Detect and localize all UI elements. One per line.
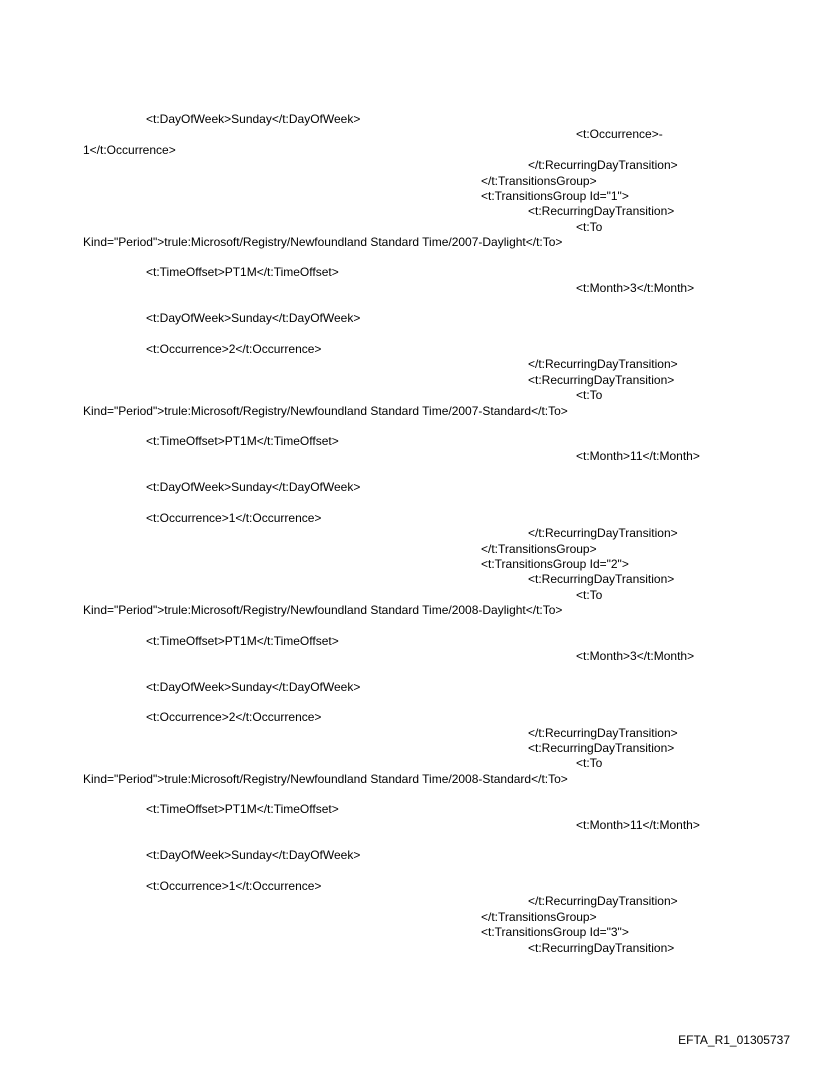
bates-number: EFTA_R1_01305737 (678, 1033, 790, 1047)
text-line: 1</t:Occurrence> (83, 143, 176, 157)
text-line: Kind="Period">trule:Microsoft/Registry/Newfoundland Standard Time/2007-Daylight</t:To> (83, 235, 563, 249)
text-line: </t:TransitionsGroup> (481, 542, 597, 556)
text-line: <t:TimeOffset>PT1M</t:TimeOffset> (146, 634, 339, 648)
text-line: <t:RecurringDayTransition> (528, 204, 675, 218)
text-line: <t:DayOfWeek>Sunday</t:DayOfWeek> (146, 112, 361, 126)
text-line: Kind="Period">trule:Microsoft/Registry/Newfoundland Standard Time/2008-Standard</t:To> (83, 772, 568, 786)
text-line: <t:TimeOffset>PT1M</t:TimeOffset> (146, 434, 339, 448)
text-line: <t:Occurrence>2</t:Occurrence> (146, 710, 322, 724)
text-line: <t:To (576, 388, 603, 402)
text-line: <t:TransitionsGroup Id="1"> (481, 189, 629, 203)
text-line: <t:Occurrence>1</t:Occurrence> (146, 879, 322, 893)
text-line: <t:TransitionsGroup Id="3"> (481, 925, 629, 939)
text-line: <t:DayOfWeek>Sunday</t:DayOfWeek> (146, 848, 361, 862)
text-line: </t:RecurringDayTransition> (528, 526, 678, 540)
text-line: </t:TransitionsGroup> (481, 910, 597, 924)
text-line: <t:RecurringDayTransition> (528, 373, 675, 387)
text-line: <t:TransitionsGroup Id="2"> (481, 557, 629, 571)
text-line: <t:TimeOffset>PT1M</t:TimeOffset> (146, 802, 339, 816)
text-line: </t:TransitionsGroup> (481, 174, 597, 188)
text-line: <t:To (576, 220, 603, 234)
text-line: <t:DayOfWeek>Sunday</t:DayOfWeek> (146, 480, 361, 494)
text-line: </t:RecurringDayTransition> (528, 894, 678, 908)
text-line: <t:Occurrence>- (576, 127, 663, 141)
text-line: <t:Month>11</t:Month> (576, 449, 700, 463)
text-line: <t:RecurringDayTransition> (528, 941, 675, 955)
text-line: <t:Month>3</t:Month> (576, 649, 695, 663)
text-line: <t:RecurringDayTransition> (528, 572, 675, 586)
text-line: </t:RecurringDayTransition> (528, 726, 678, 740)
text-line: <t:DayOfWeek>Sunday</t:DayOfWeek> (146, 311, 361, 325)
text-line: Kind="Period">trule:Microsoft/Registry/Newfoundland Standard Time/2007-Standard</t:To> (83, 404, 568, 418)
text-line: <t:Month>11</t:Month> (576, 818, 700, 832)
text-line: <t:Month>3</t:Month> (576, 281, 695, 295)
text-line: <t:RecurringDayTransition> (528, 741, 675, 755)
text-line: <t:Occurrence>1</t:Occurrence> (146, 511, 322, 525)
text-line: </t:RecurringDayTransition> (528, 158, 678, 172)
text-line: <t:TimeOffset>PT1M</t:TimeOffset> (146, 265, 339, 279)
text-line: Kind="Period">trule:Microsoft/Registry/Newfoundland Standard Time/2008-Daylight</t:To> (83, 603, 563, 617)
text-line: <t:To (576, 756, 603, 770)
text-line: <t:Occurrence>2</t:Occurrence> (146, 342, 322, 356)
text-line: </t:RecurringDayTransition> (528, 357, 678, 371)
text-line: <t:DayOfWeek>Sunday</t:DayOfWeek> (146, 680, 361, 694)
text-line: <t:To (576, 588, 603, 602)
